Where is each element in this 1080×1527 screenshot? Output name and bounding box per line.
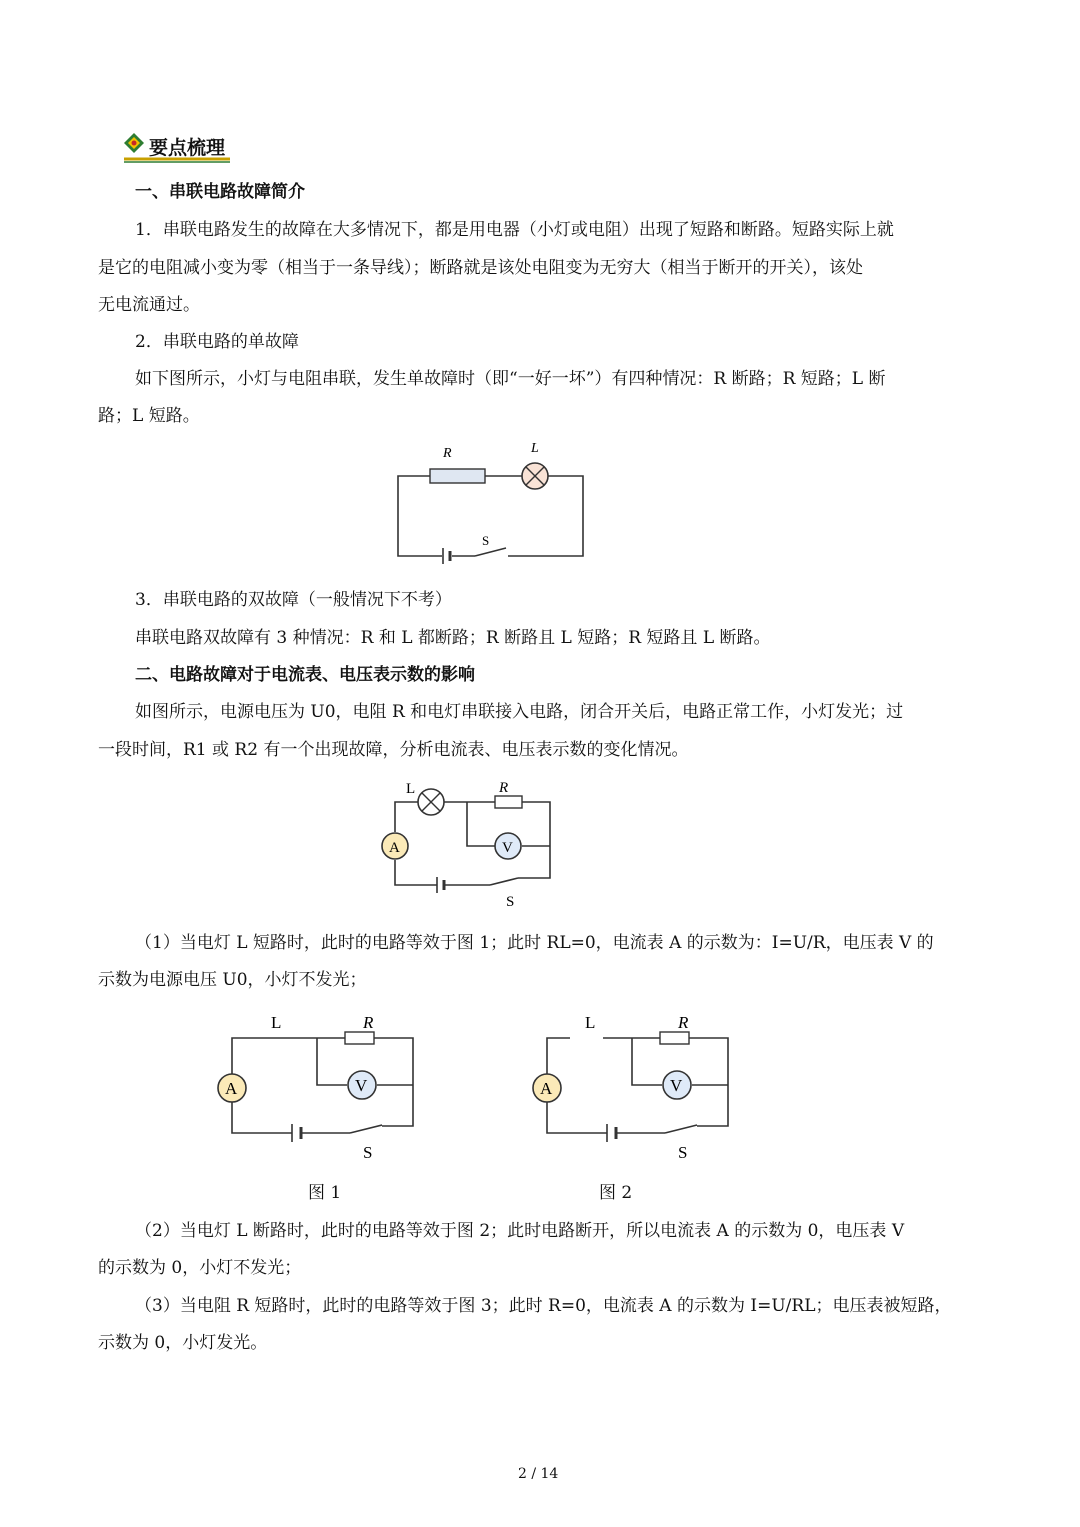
lamp-label: L xyxy=(406,781,416,797)
section-badge xyxy=(122,131,232,163)
p6-line2: 的示数为 0，小灯不发光； xyxy=(98,1258,302,1278)
p6-line1: （2）当电灯 L 断路时，此时的电路等效于图 2；此时电路断开，所以电流表 A 的示数为 0，电压表 V xyxy=(135,1221,905,1241)
p2-line2: 路；L 短路。 xyxy=(98,406,200,426)
circuit-figure-1 xyxy=(210,1008,430,1166)
circuit-figure-2 xyxy=(525,1008,745,1166)
voltmeter-label: V xyxy=(355,1076,368,1095)
circuit-figure-meters xyxy=(370,772,570,912)
section-title: 要点梳理 xyxy=(149,137,226,159)
switch-label: S xyxy=(482,533,490,548)
p2-heading: 2．串联电路的单故障 xyxy=(135,332,299,352)
page-number: 2 / 14 xyxy=(518,1466,559,1482)
switch-icon xyxy=(350,1125,382,1133)
voltmeter-label: V xyxy=(502,840,513,856)
resistor-icon xyxy=(345,1032,374,1044)
ammeter-label: A xyxy=(389,840,400,856)
resistor-label: R xyxy=(499,780,509,796)
figure-2-caption: 图 2 xyxy=(599,1183,633,1203)
p4-line1: 如图所示，电源电压为 U0，电阻 R 和电灯串联接入电路，闭合开关后，电路正常工作，小灯发光；过 xyxy=(135,702,904,722)
resistor-icon xyxy=(495,796,522,808)
p7-line2: 示数为 0，小灯发光。 xyxy=(98,1333,268,1353)
resistor-label: R xyxy=(443,446,452,461)
resistor-label: R xyxy=(678,1013,689,1032)
switch-icon xyxy=(475,548,506,556)
lamp-label: L xyxy=(585,1013,596,1032)
ammeter-label: A xyxy=(225,1079,238,1098)
p3-text: 串联电路双故障有 3 种情况：R 和 L 都断路；R 断路且 L 短路；R 短路且 L 断路。 xyxy=(135,628,771,648)
p2-line1: 如下图所示，小灯与电阻串联，发生单故障时（即“一好一坏”）有四种情况：R 断路；R 短路；L 断 xyxy=(135,369,886,389)
resistor-icon xyxy=(660,1032,689,1044)
switch-label: S xyxy=(363,1143,373,1162)
p3-heading: 3．串联电路的双故障（一般情况下不考） xyxy=(135,590,452,610)
resistor-label: R xyxy=(363,1013,374,1032)
voltmeter-label: V xyxy=(670,1076,683,1095)
p1-line2: 是它的电阻减小变为零（相当于一条导线）；断路就是该处电阻变为无穷大（相当于断开的开关），该处 xyxy=(98,258,863,278)
switch-icon xyxy=(665,1125,697,1133)
heading-1: 一、串联电路故障简介 xyxy=(135,182,305,202)
switch-label: S xyxy=(506,894,515,910)
switch-label: S xyxy=(678,1143,688,1162)
p4-line2: 一段时间，R1 或 R2 有一个出现故障，分析电流表、电压表示数的变化情况。 xyxy=(98,740,689,760)
circuit-figure-series xyxy=(380,438,610,578)
lamp-label: L xyxy=(531,441,539,456)
p1-line3: 无电流通过。 xyxy=(98,295,200,315)
p1-line1: 1．串联电路发生的故障在大多情况下，都是用电器（小灯或电阻）出现了短路和断路。短路实际上就 xyxy=(135,220,894,240)
p5-line1: （1）当电灯 L 短路时，此时的电路等效于图 1；此时 RL=0，电流表 A 的示数为：I=U/R，电压表 V 的 xyxy=(135,933,934,953)
heading-2: 二、电路故障对于电流表、电压表示数的影响 xyxy=(135,665,475,685)
figure-1-caption: 图 1 xyxy=(308,1183,342,1203)
lamp-label: L xyxy=(271,1013,282,1032)
p5-line2: 示数为电源电压 U0，小灯不发光； xyxy=(98,970,367,990)
p7-line1: （3）当电阻 R 短路时，此时的电路等效于图 3；此时 R=0，电流表 A 的示数为 I=U/RL；电压表被短路， xyxy=(135,1296,952,1316)
switch-icon xyxy=(490,878,518,885)
ammeter-label: A xyxy=(540,1079,553,1098)
resistor-icon xyxy=(430,469,485,483)
